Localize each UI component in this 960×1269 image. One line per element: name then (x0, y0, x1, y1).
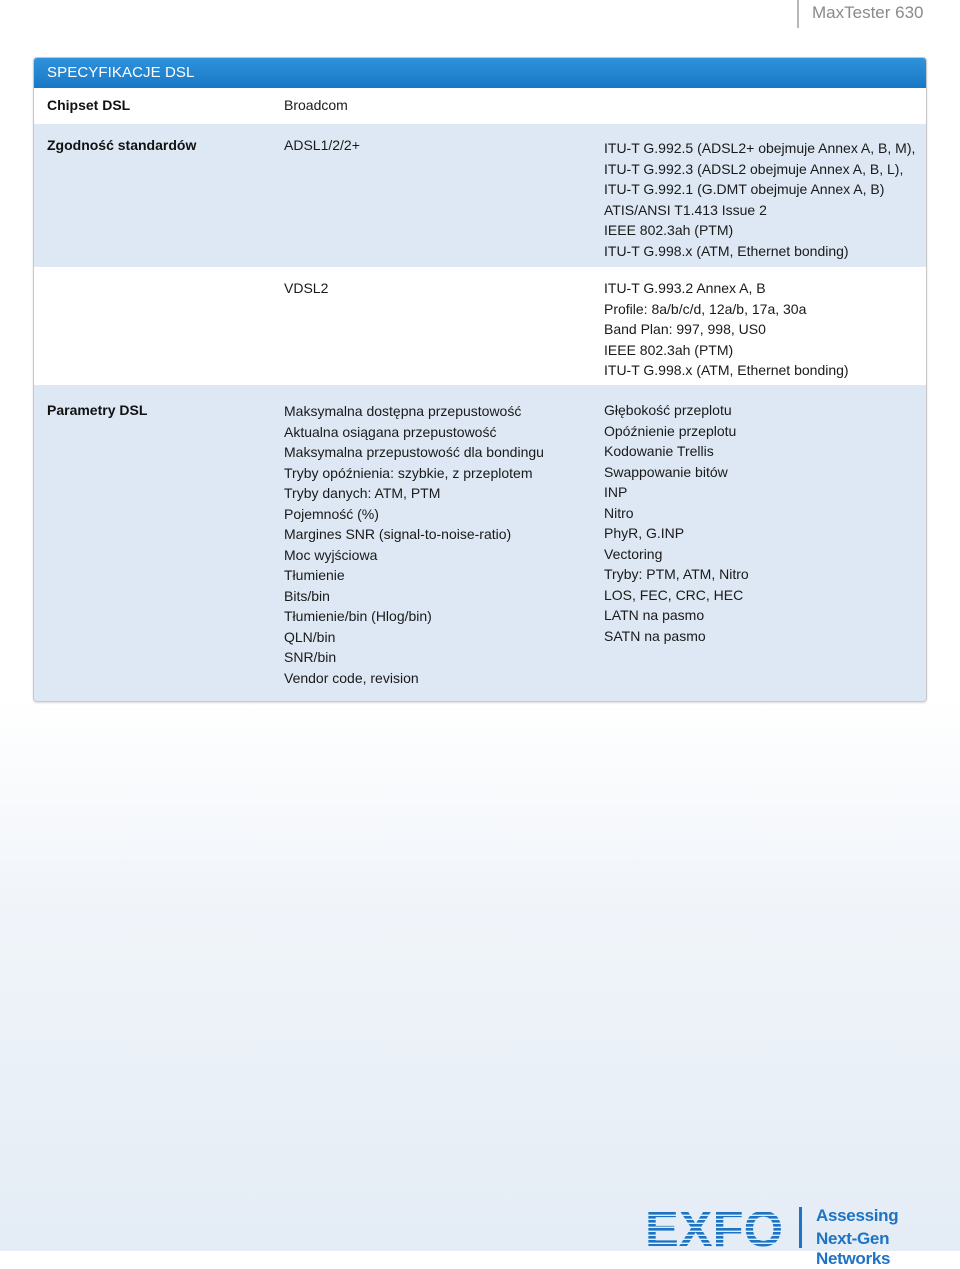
chipset-row (34, 88, 926, 124)
list-item: Opóźnienie przeplotu (604, 422, 737, 439)
exfo-logo (645, 1204, 785, 1250)
standards-adsl-row (34, 124, 926, 267)
section-title: SPECYFIKACJE DSL (47, 64, 195, 81)
list-item: Band Plan: 997, 998, US0 (604, 321, 766, 337)
section-header (34, 58, 926, 88)
list-item: Tłumienie/bin (Hlog/bin) (284, 608, 432, 624)
list-item: Swappowanie bitów (604, 463, 728, 480)
dsl-spec-table (33, 57, 927, 702)
list-item: INP (604, 484, 628, 500)
list-item: Vendor code, revision (284, 669, 419, 686)
list-item: PhyR, G.INP (604, 525, 685, 541)
list-item: Aktualna osiągana przepustowość (284, 423, 497, 440)
chipset-label: Chipset DSL (47, 97, 131, 113)
list-item: Głębokość przeplotu (604, 402, 732, 418)
list-item: QLN/bin (284, 628, 336, 645)
list-item: ITU-T G.998.x (ATM, Ethernet bonding) (604, 362, 849, 378)
list-item: Maksymalna dostępna przepustowość (284, 403, 522, 419)
list-item: Tryby danych: ATM, PTM (284, 485, 441, 501)
list-item: ITU-T G.992.1 (G.DMT obejmuje Annex A, B) (604, 181, 885, 197)
list-item: ITU-T G.998.x (ATM, Ethernet bonding) (604, 242, 849, 259)
product-title: MaxTester 630 (812, 3, 924, 22)
list-item: Profile: 8a/b/c/d, 12a/b, 17a, 30a (604, 300, 807, 317)
list-item: Pojemność (%) (284, 505, 379, 522)
list-item: Tłumienie (284, 567, 345, 583)
tagline-line-2: Next-Gen Networks (816, 1229, 891, 1268)
list-item: LATN na pasmo (604, 607, 705, 623)
list-item: IEEE 802.3ah (PTM) (604, 341, 734, 358)
list-item: ITU-T G.993.2 Annex A, B (604, 280, 766, 296)
list-item: Nitro (604, 504, 634, 521)
list-item: SATN na pasmo (604, 627, 706, 644)
list-item: ITU-T G.992.5 (ADSL2+ obejmuje Annex A, B, M), (604, 140, 916, 156)
params-row (34, 385, 926, 701)
list-item: Margines SNR (signal-to-noise-ratio) (284, 526, 512, 542)
list-item: Bits/bin (284, 587, 330, 604)
adsl-name: ADSL1/2/2+ (284, 137, 360, 153)
chipset-value: Broadcom (284, 97, 348, 113)
list-item: Tryby: PTM, ATM, Nitro (604, 566, 749, 582)
list-item: ITU-T G.992.3 (ADSL2 obejmuje Annex A, B, L), (604, 160, 904, 177)
logo-divider (799, 1207, 802, 1248)
page-background (0, 700, 960, 1251)
standards-vdsl-row (34, 267, 926, 385)
vdsl-standards-list (604, 278, 849, 381)
logo-text: EXFO (645, 1204, 783, 1250)
params-left-list (284, 401, 544, 688)
list-item: Maksymalna przepustowość dla bondingu (284, 444, 544, 460)
list-item: ATIS/ANSI T1.413 Issue 2 (604, 201, 767, 218)
tagline-line-1: Assessing (816, 1206, 899, 1225)
header-divider (797, 0, 799, 28)
list-item: Moc wyjściowa (284, 546, 378, 563)
standards-label: Zgodność standardów (47, 137, 197, 153)
list-item: IEEE 802.3ah (PTM) (604, 222, 734, 238)
adsl-standards-list (604, 138, 915, 261)
list-item: SNR/bin (284, 649, 337, 665)
vdsl-name: VDSL2 (284, 280, 329, 296)
list-item: Vectoring (604, 545, 663, 562)
list-item: Kodowanie Trellis (604, 443, 714, 459)
list-item: LOS, FEC, CRC, HEC (604, 586, 744, 603)
list-item: Tryby opóźnienia: szybkie, z przeplotem (284, 464, 533, 481)
params-label: Parametry DSL (47, 402, 148, 418)
params-right-list (604, 400, 749, 646)
